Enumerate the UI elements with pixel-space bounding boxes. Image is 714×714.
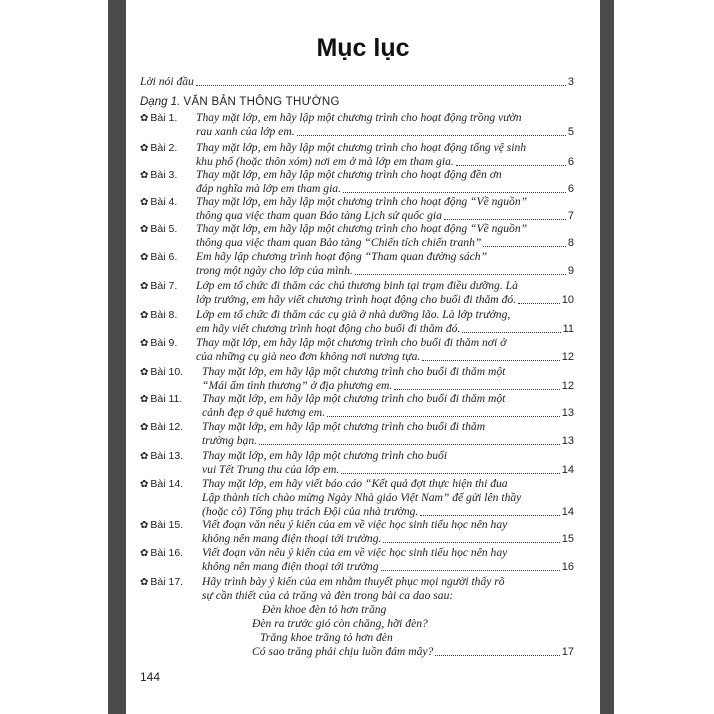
toc-entry-head — [140, 546, 183, 561]
flower-bullet-icon: ✿ — [140, 577, 149, 588]
toc-entry-body — [196, 141, 574, 169]
toc-entry-page: 7 — [567, 210, 574, 222]
toc-entry-text: (hoặc cô) Tổng phụ trách Đội của nhà trường. — [202, 505, 419, 518]
flower-bullet-icon: ✿ — [140, 548, 149, 559]
leader-dots — [462, 332, 560, 333]
toc-entry-number: Bài 3. — [150, 169, 178, 181]
toc-entry-body — [196, 222, 574, 250]
toc-entry-bai-7[interactable] — [140, 279, 574, 307]
toc-entry-bai-1[interactable] — [140, 111, 574, 139]
leader-dots — [394, 389, 559, 390]
toc-entry-bai-8[interactable] — [140, 308, 574, 336]
toc-entry-body — [202, 546, 574, 574]
flower-bullet-icon: ✿ — [140, 143, 149, 154]
flower-bullet-icon: ✿ — [140, 422, 149, 433]
toc-entry-text: khu phố (hoặc thôn xóm) nơi em ở mà lớp em tham gia. — [196, 155, 454, 168]
toc-entry-text: vui Tết Trung thu của lớp em. — [202, 463, 340, 476]
toc-entry-page: 14 — [561, 506, 574, 518]
toc-entry-bai-13[interactable] — [140, 449, 574, 477]
flower-bullet-icon: ✿ — [140, 281, 149, 292]
toc-entry-page: 12 — [561, 380, 574, 392]
toc-entry-bai-5[interactable] — [140, 222, 574, 250]
toc-entry-text: Viết đoạn văn nêu ý kiến của em về việc học sinh tiểu học nên hay — [202, 546, 508, 559]
toc-entry-text: Thay mặt lớp, em hãy viết báo cáo “Kết quả đợt thực hiện thi đua — [202, 477, 508, 490]
toc-entry-text: Thay mặt lớp, em hãy lập một chương trình cho buổi đi thăm nơi ở — [196, 336, 507, 349]
toc-entry-number: Bài 10. — [150, 366, 184, 378]
leader-dots — [196, 85, 566, 86]
section-heading — [140, 96, 340, 108]
toc-entry-body — [202, 365, 574, 393]
toc-entry-page: 11 — [562, 323, 574, 335]
toc-entry-body — [196, 336, 574, 364]
toc-entry-page: 12 — [561, 351, 574, 363]
toc-entry-body — [196, 111, 574, 139]
toc-entry-text: “Mái ấm tình thương” ở địa phương em. — [202, 379, 393, 392]
leader-dots — [381, 570, 560, 571]
toc-entry-body — [202, 392, 574, 420]
flower-bullet-icon: ✿ — [140, 520, 149, 531]
toc-entry-head — [140, 336, 177, 351]
toc-entry-page: 17 — [561, 646, 574, 658]
toc-entry-page: 6 — [567, 156, 574, 168]
toc-entry-head — [140, 575, 183, 590]
toc-entry-body — [202, 575, 574, 659]
toc-entry-text: không nên mang điện thoại tới trường — [202, 560, 379, 573]
flower-bullet-icon: ✿ — [140, 252, 149, 263]
toc-entry-text: trong một ngày cho lớp của mình. — [196, 264, 353, 277]
toc-entry-bai-12[interactable] — [140, 420, 574, 448]
toc-entry-head — [140, 195, 177, 210]
toc-entry-head — [140, 250, 177, 265]
toc-entry-body — [196, 279, 574, 307]
toc-entry-page: 9 — [567, 265, 574, 277]
toc-entry-body — [202, 420, 574, 448]
toc-entry-text: thông qua việc tham quan Bảo tàng Lịch sử quốc gia — [196, 209, 442, 222]
toc-entry-body — [202, 477, 574, 519]
toc-entry-preface[interactable] — [140, 75, 574, 89]
toc-entry-page: 13 — [561, 435, 574, 447]
section-prefix: Dạng 1. — [140, 96, 181, 108]
toc-entry-text: Lập thành tích chào mừng Ngày Nhà giáo Việt Nam” để gửi lên thầy — [202, 491, 522, 504]
toc-entry-number: Bài 5. — [150, 223, 178, 235]
toc-entry-number: Bài 12. — [150, 421, 184, 433]
scan-border-left — [108, 0, 126, 714]
toc-entry-text: không nên mang điện thoại tới trường. — [202, 532, 382, 545]
book-page — [126, 0, 600, 714]
page-title: Mục lục — [316, 34, 410, 62]
toc-entry-text: của những cụ già neo đơn không nơi nương tựa. — [196, 350, 421, 363]
toc-entry-label: Lời nói đầu — [140, 75, 194, 88]
flower-bullet-icon: ✿ — [140, 479, 149, 490]
section-name: VĂN BẢN THÔNG THƯỜNG — [183, 96, 340, 108]
toc-entry-page: 10 — [561, 294, 574, 306]
page-number: 144 — [140, 670, 161, 684]
toc-entry-text: đáp nghĩa mà lớp em tham gia. — [196, 182, 341, 195]
toc-entry-number: Bài 13. — [150, 450, 184, 462]
leader-dots — [420, 515, 559, 516]
leader-dots — [343, 192, 566, 193]
poem-line: Có sao trăng phải chịu luồn đám mây? — [252, 645, 434, 658]
toc-entry-head — [140, 308, 177, 323]
leader-dots — [435, 655, 559, 656]
leader-dots — [483, 246, 566, 247]
toc-entry-body — [202, 449, 574, 477]
toc-entry-number: Bài 14. — [150, 478, 184, 490]
toc-entry-head — [140, 477, 183, 492]
flower-bullet-icon: ✿ — [140, 170, 149, 181]
toc-entry-body — [196, 308, 574, 336]
flower-bullet-icon: ✿ — [140, 113, 149, 124]
toc-entry-body — [196, 168, 574, 196]
toc-entry-head — [140, 168, 177, 183]
toc-entry-text: Thay mặt lớp, em hãy lập một chương trình cho buổi đi thăm — [202, 420, 486, 433]
toc-entry-text: Lớp em tổ chức đi thăm các chú thương binh tại trạm điều dưỡng. Là — [196, 279, 518, 292]
leader-dots — [444, 219, 566, 220]
toc-entry-number: Bài 17. — [150, 576, 184, 588]
toc-entry-page: 13 — [561, 407, 574, 419]
toc-entry-bai-2[interactable] — [140, 141, 574, 169]
flower-bullet-icon: ✿ — [140, 224, 149, 235]
leader-dots — [355, 274, 566, 275]
flower-bullet-icon: ✿ — [140, 394, 149, 405]
toc-entry-text: Thay mặt lớp, em hãy lập một chương trình cho hoạt động tổng vệ sinh — [196, 141, 527, 154]
leader-dots — [422, 360, 559, 361]
toc-entry-text: rau xanh của lớp em. — [196, 125, 295, 138]
toc-entry-text: Thay mặt lớp, em hãy lập một chương trình cho buổi đi thăm một — [202, 392, 506, 405]
flower-bullet-icon: ✿ — [140, 197, 149, 208]
toc-entry-bai-15[interactable] — [140, 518, 574, 546]
toc-entry-bai-3[interactable] — [140, 168, 574, 196]
toc-entry-text: Lớp em tổ chức đi thăm các cụ già ở nhà dưỡng lão. Là lớp trưởng, — [196, 308, 511, 321]
toc-entry-bai-11[interactable] — [140, 392, 574, 420]
scan-border-right — [600, 0, 614, 714]
toc-entry-head — [140, 365, 183, 380]
toc-entry-head — [140, 222, 177, 237]
toc-entry-number: Bài 2. — [150, 142, 178, 154]
toc-entry-text: thông qua việc tham quan Bảo tàng “Chiến tích chiến tranh” — [196, 236, 482, 249]
leader-dots — [297, 135, 566, 136]
toc-entry-body — [202, 518, 574, 546]
toc-entry-number: Bài 4. — [150, 196, 178, 208]
toc-entry-head — [140, 111, 177, 126]
toc-entry-head — [140, 518, 183, 533]
toc-entry-number: Bài 9. — [150, 337, 178, 349]
toc-entry-head — [140, 392, 182, 407]
toc-entry-text: trường bạn. — [202, 434, 258, 447]
flower-bullet-icon: ✿ — [140, 367, 149, 378]
toc-entry-page: 6 — [567, 183, 574, 195]
toc-entry-page: 3 — [567, 76, 574, 88]
toc-entry-head — [140, 279, 177, 294]
toc-entry-text: cảnh đẹp ở quê hương em. — [202, 406, 326, 419]
toc-entry-body — [196, 250, 574, 278]
toc-entry-text: Viết đoạn văn nêu ý kiến của em về việc học sinh tiểu học nên hay — [202, 518, 508, 531]
toc-entry-text: Thay mặt lớp, em hãy lập một chương trình cho hoạt động “Về nguồn” — [196, 195, 528, 208]
leader-dots — [383, 542, 559, 543]
toc-entry-number: Bài 8. — [150, 309, 178, 321]
toc-entry-number: Bài 6. — [150, 251, 178, 263]
toc-entry-bai-10[interactable] — [140, 365, 574, 393]
toc-entry-bai-4[interactable] — [140, 195, 574, 223]
toc-entry-bai-9[interactable] — [140, 336, 574, 364]
toc-entry-bai-17[interactable] — [140, 575, 574, 659]
toc-entry-page: 8 — [567, 237, 574, 249]
toc-entry-number: Bài 15. — [150, 519, 184, 531]
toc-entry-text: Thay mặt lớp, em hãy lập một chương trình cho buổi — [202, 449, 448, 462]
toc-entry-text: Hãy trình bày ý kiến của em nhằm thuyết phục mọi người thấy rõ — [202, 575, 505, 588]
poem-line: Đèn ra trước gió còn chăng, hỡi đèn? — [252, 617, 428, 630]
toc-entry-page: 15 — [561, 533, 574, 545]
toc-entry-body — [196, 195, 574, 223]
toc-entry-text: sự cần thiết của cả trăng và đèn trong bài ca dao sau: — [202, 589, 454, 602]
toc-entry-bai-16[interactable] — [140, 546, 574, 574]
poem-line: Đèn khoe đèn tỏ hơn trăng — [262, 603, 387, 616]
poem-line: Trăng khoe trăng tỏ hơn đèn — [260, 631, 393, 644]
flower-bullet-icon: ✿ — [140, 338, 149, 349]
leader-dots — [518, 303, 560, 304]
leader-dots — [259, 444, 560, 445]
toc-entry-bai-14[interactable] — [140, 477, 574, 519]
toc-entry-text: Thay mặt lớp, em hãy lập một chương trình cho hoạt động trồng vườn — [196, 111, 522, 124]
toc-entry-head — [140, 449, 183, 464]
toc-entry-head — [140, 420, 183, 435]
leader-dots — [456, 165, 566, 166]
toc-entry-number: Bài 11. — [150, 393, 183, 405]
leader-dots — [327, 416, 560, 417]
toc-entry-text: Thay mặt lớp, em hãy lập một chương trình cho hoạt động đền ơn — [196, 168, 502, 181]
flower-bullet-icon: ✿ — [140, 310, 149, 321]
toc-entry-text: Thay mặt lớp, em hãy lập một chương trình cho hoạt động “Về nguồn” — [196, 222, 528, 235]
toc-entry-text: lớp trưởng, em hãy viết chương trình hoạt động cho buổi đi thăm đó. — [196, 293, 517, 306]
toc-entry-text: em hãy viết chương trình hoạt động cho buổi đi thăm đó. — [196, 322, 461, 335]
toc-entry-page: 16 — [561, 561, 574, 573]
toc-entry-text: Thay mặt lớp, em hãy lập một chương trình cho buổi đi thăm một — [202, 365, 506, 378]
toc-entry-text: Em hãy lập chương trình hoạt động “Tham quan đường sách” — [196, 250, 488, 263]
toc-entry-number: Bài 7. — [150, 280, 178, 292]
toc-entry-bai-6[interactable] — [140, 250, 574, 278]
toc-entry-page: 14 — [561, 464, 574, 476]
toc-entry-number: Bài 16. — [150, 547, 184, 559]
toc-entry-number: Bài 1. — [150, 112, 178, 124]
flower-bullet-icon: ✿ — [140, 451, 149, 462]
toc-entry-page: 5 — [567, 126, 574, 138]
toc-entry-head — [140, 141, 177, 156]
leader-dots — [341, 473, 559, 474]
